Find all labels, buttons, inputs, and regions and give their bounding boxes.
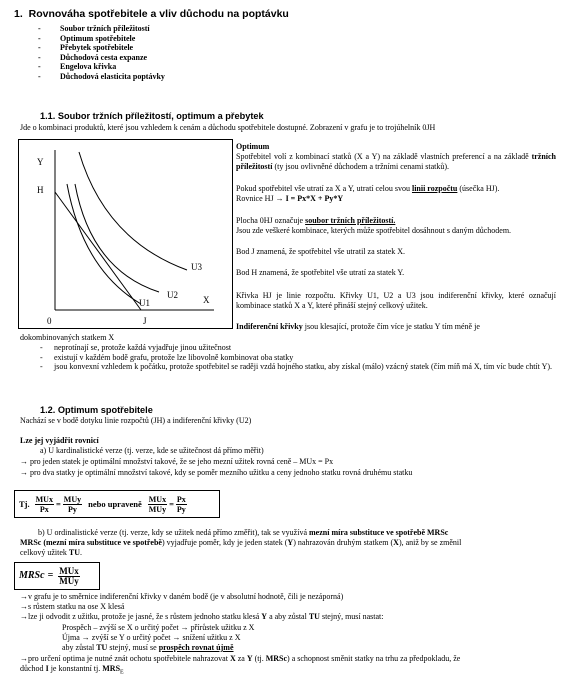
mrsc-decreasing: →s růstem statku na ose X klesá bbox=[20, 602, 125, 611]
outline-item: - Soubor tržních příležitostí bbox=[38, 24, 150, 33]
equality-line: aby zůstal TU stejný, musí se prospěch rovnat újmě bbox=[62, 643, 234, 652]
properties-list bbox=[40, 343, 555, 372]
section-intro: Jde o kombinaci produktů, které jsou vzhledem k cenám a důchodu spotřebitele dostupné. Zobrazení v grafu je to trojúhelník 0JH bbox=[20, 123, 436, 132]
opportunity-set-paragraph: Plocha 0HJ označuje soubor tržních příležitostí. Jsou zde veškeré kombinace, kterých může spotřebitel dosáhnout s daným důchodem. bbox=[236, 216, 512, 235]
loss-line: Újma → zvýší se Y o určitý počet → snížení užitku z X bbox=[62, 633, 241, 642]
origin-label: 0 bbox=[47, 316, 52, 326]
equation-heading: Lze jej vyjádřit rovnicí bbox=[20, 436, 99, 445]
page-title bbox=[14, 9, 289, 19]
list-item: - neprotínají se, protože každá vyjadřuje jinou užitečnost bbox=[40, 343, 232, 352]
budget-line bbox=[55, 192, 141, 310]
point-j-paragraph: Bod J znamená, že spotřebitel vše utratil za statek X. bbox=[236, 247, 406, 256]
outline-item: - Přebytek spotřebitele bbox=[38, 43, 134, 53]
section-heading-1-1: 1.1. Soubor tržních příležitostí, optimum a přebytek bbox=[40, 111, 264, 121]
list-item: - existují v každém bodě grafu, protože lze libovolně kombinovat oba statky bbox=[40, 352, 294, 362]
outline-item: - Důchodová cesta expanze bbox=[38, 52, 148, 62]
cardinal-two-goods: → pro dva statky je optimální množství takové, kdy se poměr mezního užitku a ceny jednoho statku rovná druhému statku bbox=[20, 468, 413, 477]
optimum-paragraph: Optimum Spotřebitel volí z kombinací statků (X a Y) na základě vlastních preferencí a na základě tržních příležitostí (ty jsou ovlivněné důchodem a tržními cenami statků). bbox=[236, 142, 556, 171]
benefit-line: Prospěch – zvýší se X o určitý počet → přírůstek užitku z X bbox=[62, 623, 255, 632]
continuation-text: dokombinovaných statkem X bbox=[20, 333, 115, 342]
outline-list bbox=[38, 24, 165, 82]
title-number: 1. bbox=[14, 8, 23, 20]
income-constant: důchod I je konstantní tj. $MRS_E$ bbox=[20, 664, 124, 676]
budget-graph bbox=[18, 139, 233, 329]
outline-item: - Důchodová elasticita poptávky bbox=[38, 71, 165, 81]
outline-item: - Optimum spotřebitele bbox=[38, 33, 136, 43]
point-h-paragraph: Bod H znamená, že spotřebitel vše utratí za statek Y. bbox=[236, 268, 405, 277]
graph-svg bbox=[19, 140, 232, 328]
u3-label: U3 bbox=[191, 262, 202, 272]
mrsc-definition-cont: celkový užitek TU. bbox=[20, 548, 82, 557]
mrsc-slope: →v grafu je to směrnice indiferenční křivky v daném bodě (je v absolutní hodnotě, čili je nezáporná) bbox=[20, 592, 344, 601]
optimum-condition: →pro určení optima je nutné znát ochotu spotřebitele nahrazovat X za Y (tj. MRSc) a schopnost směnit statky na trhu za předpokladu, že bbox=[20, 654, 461, 663]
u2-label: U2 bbox=[167, 290, 178, 300]
mrsc-formula: MRSc = $\frac{\text{MUx}}{\text{MUy}}$ bbox=[14, 562, 100, 590]
budget-line-paragraph: Pokud spotřebitel vše utratí za X a Y, utratí celou svou linii rozpočtu (úsečka HJ). Rovnice HJ → I = Px*X + Py*Y bbox=[236, 184, 500, 203]
curves-paragraph: Křivka HJ je linie rozpočtu. Křivky U1, U2 a U3 jsou indiferenční křivky, které označují kombinace statků X a Y, které přináší stejný celkový užitek. bbox=[236, 291, 556, 310]
x-axis-label: X bbox=[203, 295, 210, 305]
indifference-paragraph: Indiferenční křivky jsou klesající, protože čím více je statku Y tím méně je bbox=[236, 322, 480, 331]
section-intro-1-2: Nachází se v bodě dotyku linie rozpočtů (JH) a indiferenční křivky (U2) bbox=[20, 416, 252, 425]
indifference-curve-u2 bbox=[75, 184, 159, 292]
ordinal-line: b) U ordinalistické verze (tj. verze, kdy se užitek nedá přímo změřit), tak se využívá mezní míra substituce ve spotřebě MRSc bbox=[38, 528, 449, 537]
section-heading-1-2: 1.2. Optimum spotřebitele bbox=[40, 405, 153, 415]
outline-item: - Engelova křivka bbox=[38, 62, 117, 72]
mrsc-derivation: →lze ji odvodit z užitku, protože je jasné, že s růstem jednoho statku klesá Y a aby zůstal TU stejný, musí nastat: bbox=[20, 612, 384, 621]
mrsc-definition: MRSc (mezní míra substituce ve spotřebě) vyjadřuje poměr, kdy je jeden statek (Y) nahrazován druhým statkem (X), aniž by se změnil bbox=[20, 538, 462, 547]
cardinal-line: a) U kardinalistické verze (tj. verze, kde se užitečnost dá přímo měřit) bbox=[40, 446, 264, 455]
indifference-curve-u3 bbox=[79, 152, 187, 270]
cardinal-one-good: → pro jeden statek je optimální množství takové, že se jeho mezní užitek rovná ceně – MUx = Px bbox=[20, 457, 334, 466]
list-item: - jsou konvexní vzhledem k počátku, protože spotřebitel se raději vzdá hojného statku, aby získal (málo) vzácný statek (čím míň má X, tím víc bude chtít Y). bbox=[40, 362, 553, 372]
title-text: Rovnováha spotřebitele a vliv důchodu na poptávku bbox=[28, 8, 289, 20]
u1-label: U1 bbox=[139, 298, 150, 308]
optimum-title: Optimum bbox=[236, 142, 270, 151]
indifference-curve-u1 bbox=[67, 184, 141, 304]
y-axis-label: Y bbox=[37, 157, 44, 167]
point-j-label: J bbox=[143, 316, 147, 326]
point-h-label: H bbox=[37, 185, 44, 195]
cardinal-formula: Tj. $\frac{\text{MUx}}{Px}$ = $\frac{\text{MUy}}{Py}$ nebo upraveně $\frac{\text{MUx}}{\text{MUy}}$ = $\frac{Px}{Py}$ bbox=[14, 490, 220, 518]
